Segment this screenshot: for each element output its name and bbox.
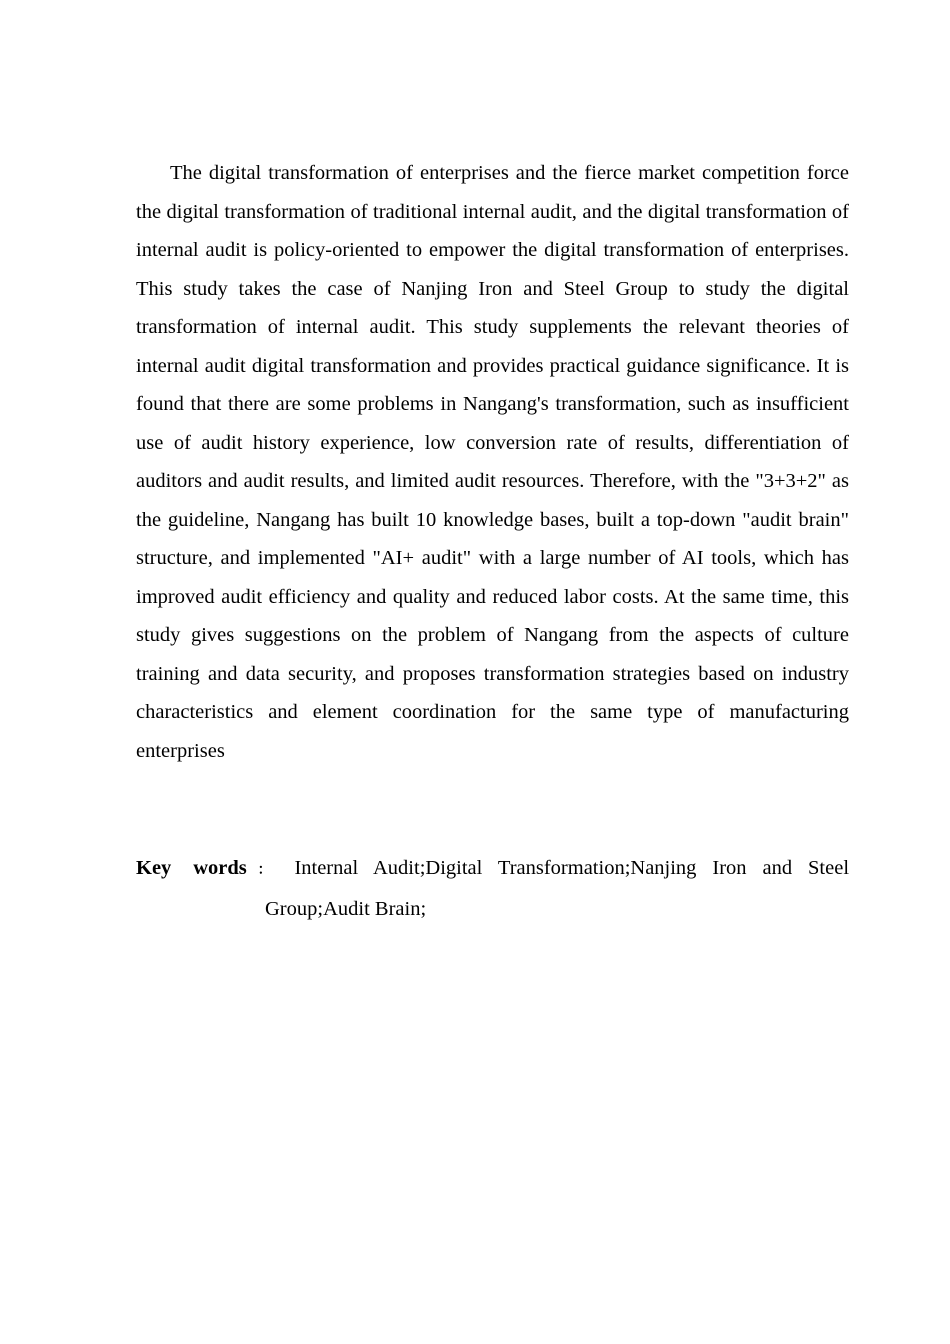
keywords-label: Key words [136, 857, 247, 879]
keywords-line [136, 849, 849, 928]
abstract-paragraph: The digital transformation of enterprises and the fierce market competition force the digital transformation of traditional internal audit, and the digital transformation of internal audit is policy-oriented to empower the digital transformation of enterprises. This study takes the case of Nanjing Iron and Steel Group to study the digital transformation of internal audit. This study supplements the relevant theories of internal audit digital transformation and provides practical guidance significance. It is found that there are some problems in Nangang's transformation, such as insufficient use of audit history experience, low conversion rate of results, differentiation of auditors and audit results, and limited audit resources. Therefore, with the "3+3+2" as the guideline, Nangang has built 10 knowledge bases, built a top-down "audit brain" structure, and implemented "AI+ audit" with a large number of AI tools, which has improved audit efficiency and quality and reduced labor costs. At the same time, this study gives suggestions on the problem of Nangang from the aspects of culture training and data security, and proposes transformation strategies based on industry characteristics and element coordination for the same type of manufacturing enterprises [136, 162, 849, 762]
keywords-separator: ： [246, 862, 283, 878]
keywords-value: Internal Audit;Digital Transformation;Nanjing Iron and Steel Group;Audit Brain; [265, 857, 850, 920]
